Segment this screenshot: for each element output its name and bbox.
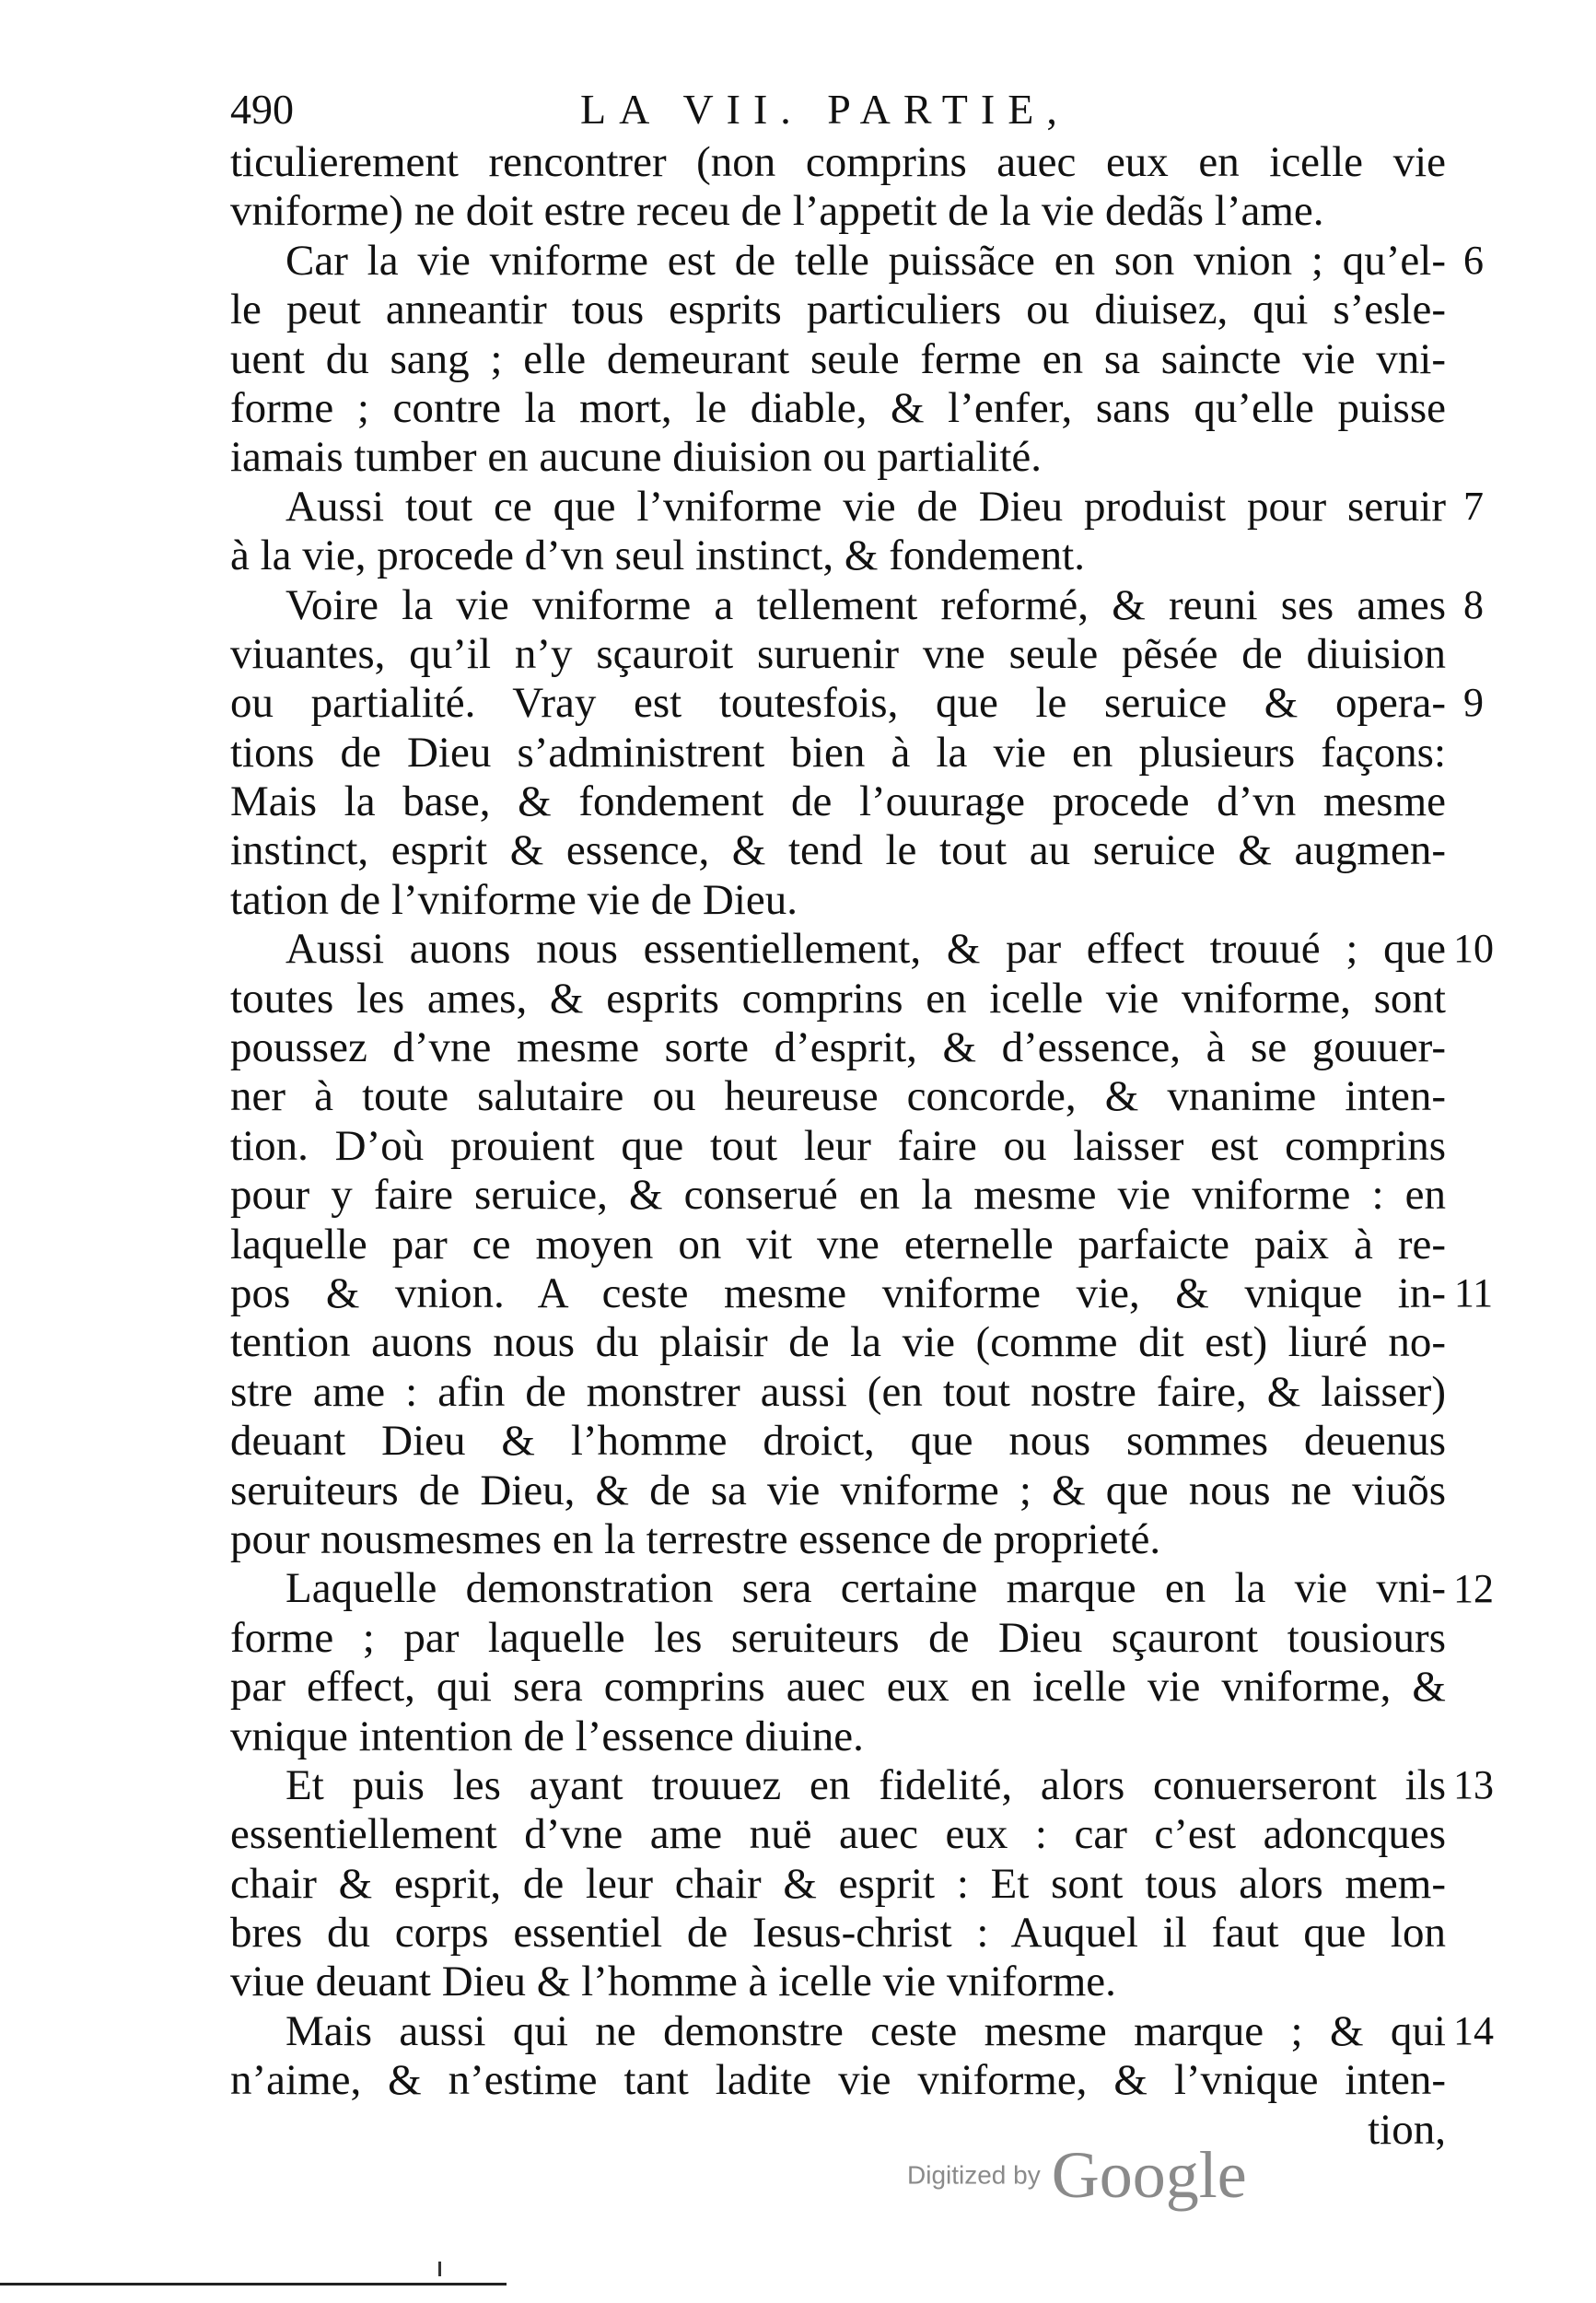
text-line: à la vie, procede d’vn seul instinct, & fondement.: [230, 532, 1085, 580]
margin-tick: [438, 2262, 441, 2276]
page-number: 490: [230, 86, 294, 133]
text-line: Car la vie vniforme est de telle puissãce en son vnion ; qu’el-: [285, 236, 1446, 285]
text-line: toutes les ames, & esprits comprins en icelle vie vniforme, sont: [230, 974, 1446, 1023]
text-line: laquelle par ce moyen on vit vne eternelle parfaicte paix à re-: [230, 1220, 1446, 1268]
verse-number: 12: [1453, 1565, 1494, 1611]
running-head: [230, 85, 1446, 140]
text-line: forme ; contre la mort, le diable, & l’enfer, sans qu’elle puisse: [230, 383, 1446, 432]
text-line: n’aime, & n’estime tant ladite vie vniforme, & l’vnique inten-: [230, 2056, 1446, 2105]
digitized-label: Digitized by: [907, 2160, 1041, 2190]
verse-number: 13: [1453, 1762, 1494, 1808]
text-line: Aussi auons nous essentiellement, & par effect trouué ; que: [285, 925, 1446, 974]
text-line: forme ; par laquelle les seruiteurs de Dieu sçauront tousiours: [230, 1613, 1446, 1662]
text-line: pour nousmesmes en la terrestre essence de proprieté.: [230, 1514, 1161, 1563]
text-line: tions de Dieu s’administrent bien à la vie en plusieurs façons:: [230, 728, 1446, 777]
text-line: ticulierement rencontrer (non comprins auec eux en icelle vie: [230, 138, 1446, 186]
text-line: Voire la vie vniforme a tellement reformé, & reuni ses ames: [285, 580, 1446, 629]
text-line: tion. D’où prouient que tout leur faire ou laisser est comprins: [230, 1121, 1446, 1170]
verse-number: 10: [1453, 926, 1494, 972]
verse-number: 7: [1463, 483, 1484, 529]
text-line: ou partialité. Vray est toutesfois, que le seruice & opera-: [230, 679, 1446, 728]
text-line: Mais aussi qui ne demonstre ceste mesme marque ; & qui: [285, 2006, 1446, 2055]
text-line: viue deuant Dieu & l’homme à icelle vie vniforme.: [230, 1958, 1116, 2006]
text-line: Et puis les ayant trouuez en fidelité, alors conuerseront ils: [285, 1760, 1446, 1809]
text-line: par effect, qui sera comprins auec eux en icelle vie vniforme, &: [230, 1663, 1446, 1712]
text-line: viuantes, qu’il n’y sçauroit suruenir vne seule pẽsée de diuision: [230, 629, 1446, 678]
text-line: ner à toute salutaire ou heureuse concorde, & vnanime inten-: [230, 1072, 1446, 1121]
digitized-watermark: [907, 2137, 1247, 2220]
text-line: Laquelle demonstration sera certaine marque en la vie vni-: [285, 1564, 1446, 1613]
text-line: vnique intention de l’essence diuine.: [230, 1712, 864, 1760]
verse-number: 9: [1463, 680, 1484, 726]
text-line: tention auons nous du plaisir de la vie (comme dit est) liuré no-: [230, 1318, 1446, 1367]
verse-number: 8: [1463, 581, 1484, 627]
text-line: bres du corps essentiel de Iesus-christ : Auquel il faut que lon: [230, 1909, 1446, 1958]
text-line: tation de l’vniforme vie de Dieu.: [230, 875, 798, 924]
text-line: le peut anneantir tous esprits particuliers ou diuisez, qui s’esle-: [230, 286, 1446, 334]
text-line: Mais la base, & fondement de l’ouurage procede d’vn mesme: [230, 777, 1446, 826]
text-line: Aussi tout ce que l’vniforme vie de Dieu produist pour seruir: [285, 482, 1446, 531]
verse-number: 14: [1453, 2008, 1494, 2054]
text-line: chair & esprit, de leur chair & esprit : Et sont tous alors mem-: [230, 1859, 1446, 1908]
text-line: deuant Dieu & l’homme droict, que nous sommes deuenus: [230, 1417, 1446, 1466]
text-line: seruiteurs de Dieu, & de sa vie vniforme ; & que nous ne viuõs: [230, 1466, 1446, 1514]
running-title: LA VII. PARTIE,: [580, 86, 1070, 133]
verse-number: 11: [1453, 1270, 1494, 1316]
text-line: pour y faire seruice, & conserué en la mesme vie vniforme : en: [230, 1171, 1446, 1220]
bottom-rule: [0, 2283, 507, 2285]
catchword: tion,: [1368, 2105, 1446, 2154]
body-text: [230, 138, 1494, 2155]
text-line: uent du sang ; elle demeurant seule ferme en sa saincte vie vni-: [230, 334, 1446, 383]
verse-number: 6: [1463, 237, 1484, 283]
text-line: vniforme) ne doit estre receu de l’appetit de la vie dedãs l’ame.: [230, 187, 1324, 236]
google-logo: Google: [1051, 2138, 1247, 2212]
text-line: essentiellement d’vne ame nuë auec eux : car c’est adoncques: [230, 1810, 1446, 1859]
text-line: iamais tumber en aucune diuision ou partialité.: [230, 433, 1042, 482]
text-line: instinct, esprit & essence, & tend le tout au seruice & augmen-: [230, 826, 1446, 875]
text-line: stre ame : afin de monstrer aussi (en tout nostre faire, & laisser): [230, 1367, 1446, 1416]
text-line: poussez d’vne mesme sorte d’esprit, & d’essence, à se gouuer-: [230, 1023, 1446, 1072]
text-line: pos & vnion. A ceste mesme vniforme vie, & vnique in-: [230, 1268, 1446, 1317]
